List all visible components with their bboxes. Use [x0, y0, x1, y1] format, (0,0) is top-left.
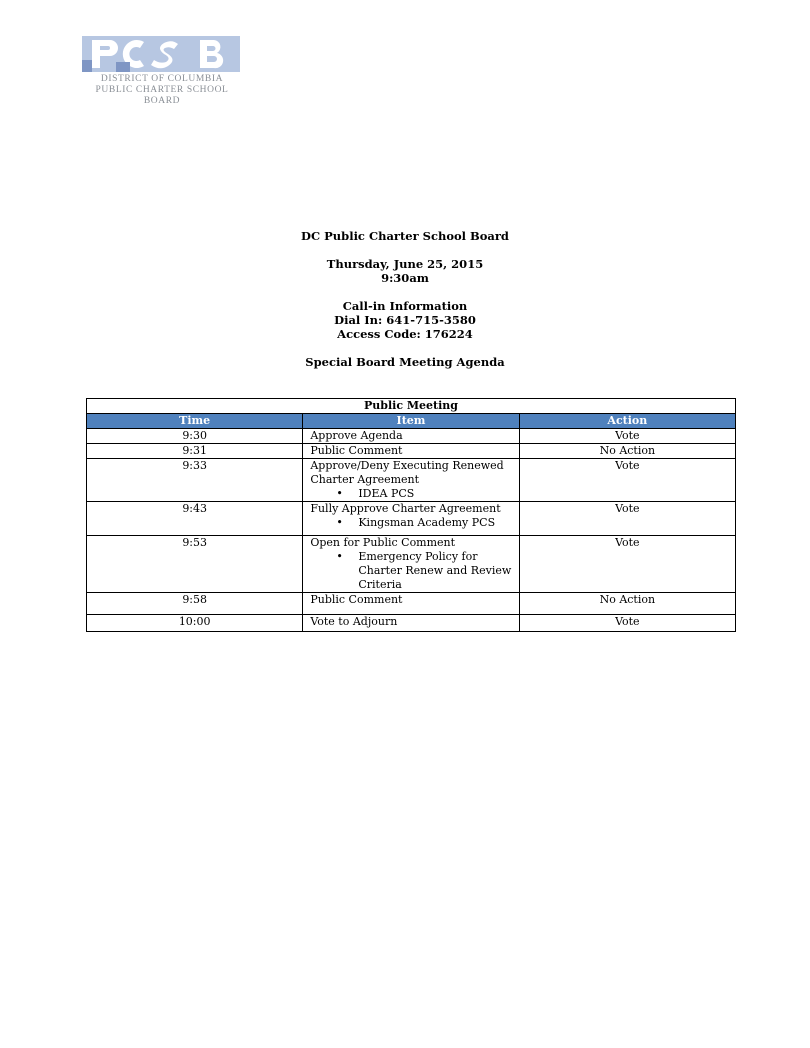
row-subitem-text: Emergency Policy for Charter Renew and Review Criteria: [358, 550, 512, 591]
row-time: 9:53: [87, 536, 303, 593]
meeting-time: 9:30am: [381, 271, 429, 285]
bullet: •: [336, 550, 343, 563]
column-header-item: Item: [303, 414, 519, 429]
table-header-row: [87, 414, 736, 429]
org-name: DC Public Charter School Board: [301, 229, 509, 243]
row-time: 9:43: [87, 502, 303, 536]
agenda-title: Special Board Meeting Agenda: [305, 355, 505, 369]
access-code: Access Code: 176224: [337, 327, 473, 341]
table-title: Public Meeting: [87, 399, 736, 414]
row-action: No Action: [519, 444, 735, 459]
logo-line-1: DISTRICT OF COLUMBIA: [100, 74, 224, 84]
bullet: •: [336, 487, 343, 500]
row-item-cell: [303, 502, 519, 536]
row-subitem: [310, 516, 518, 530]
row-item: Public Comment: [303, 593, 519, 615]
row-time: 9:30: [87, 429, 303, 444]
row-action: Vote: [519, 615, 735, 632]
table-row: [87, 429, 736, 444]
column-header-action: Action: [519, 414, 735, 429]
callin-title: Call-in Information: [342, 299, 468, 313]
bullet: •: [336, 516, 343, 529]
row-time: 10:00: [87, 615, 303, 632]
row-item: Vote to Adjourn: [303, 615, 519, 632]
agenda-table: [86, 398, 736, 632]
row-item-cell: [303, 536, 519, 593]
table-title-row: [87, 399, 736, 414]
row-subitem: [310, 550, 518, 592]
logo-line-2: PUBLIC CHARTER SCHOOL BOARD: [95, 85, 229, 106]
table-row: [87, 593, 736, 615]
table-row: [87, 502, 736, 536]
row-action: No Action: [519, 593, 735, 615]
row-action: Vote: [519, 502, 735, 536]
pcsb-logo-mark: [82, 36, 240, 72]
row-action: Vote: [519, 536, 735, 593]
row-action: Vote: [519, 459, 735, 502]
row-time: 9:31: [87, 444, 303, 459]
row-action: Vote: [519, 429, 735, 444]
row-time: 9:58: [87, 593, 303, 615]
pcsb-letters-graphic: [82, 36, 240, 72]
row-subitem-text: Kingsman Academy PCS: [358, 516, 496, 529]
row-item: Approve/Deny Executing Renewed Charter Agreement: [310, 459, 504, 486]
dial-in: Dial In: 641-715-3580: [334, 313, 476, 327]
table-row: [87, 459, 736, 502]
table-row: [87, 536, 736, 593]
row-item: Approve Agenda: [303, 429, 519, 444]
row-item-cell: [303, 459, 519, 502]
row-subitem-text: IDEA PCS: [358, 487, 415, 500]
table-row: [87, 615, 736, 632]
row-time: 9:33: [87, 459, 303, 502]
column-header-time: Time: [87, 414, 303, 429]
row-item: Fully Approve Charter Agreement: [310, 502, 501, 515]
table-row: [87, 444, 736, 459]
row-subitem: [310, 487, 518, 501]
row-item: Public Comment: [303, 444, 519, 459]
row-item: Open for Public Comment: [310, 536, 456, 549]
meeting-date: Thursday, June 25, 2015: [326, 257, 484, 271]
pcsb-logo: [82, 36, 242, 107]
